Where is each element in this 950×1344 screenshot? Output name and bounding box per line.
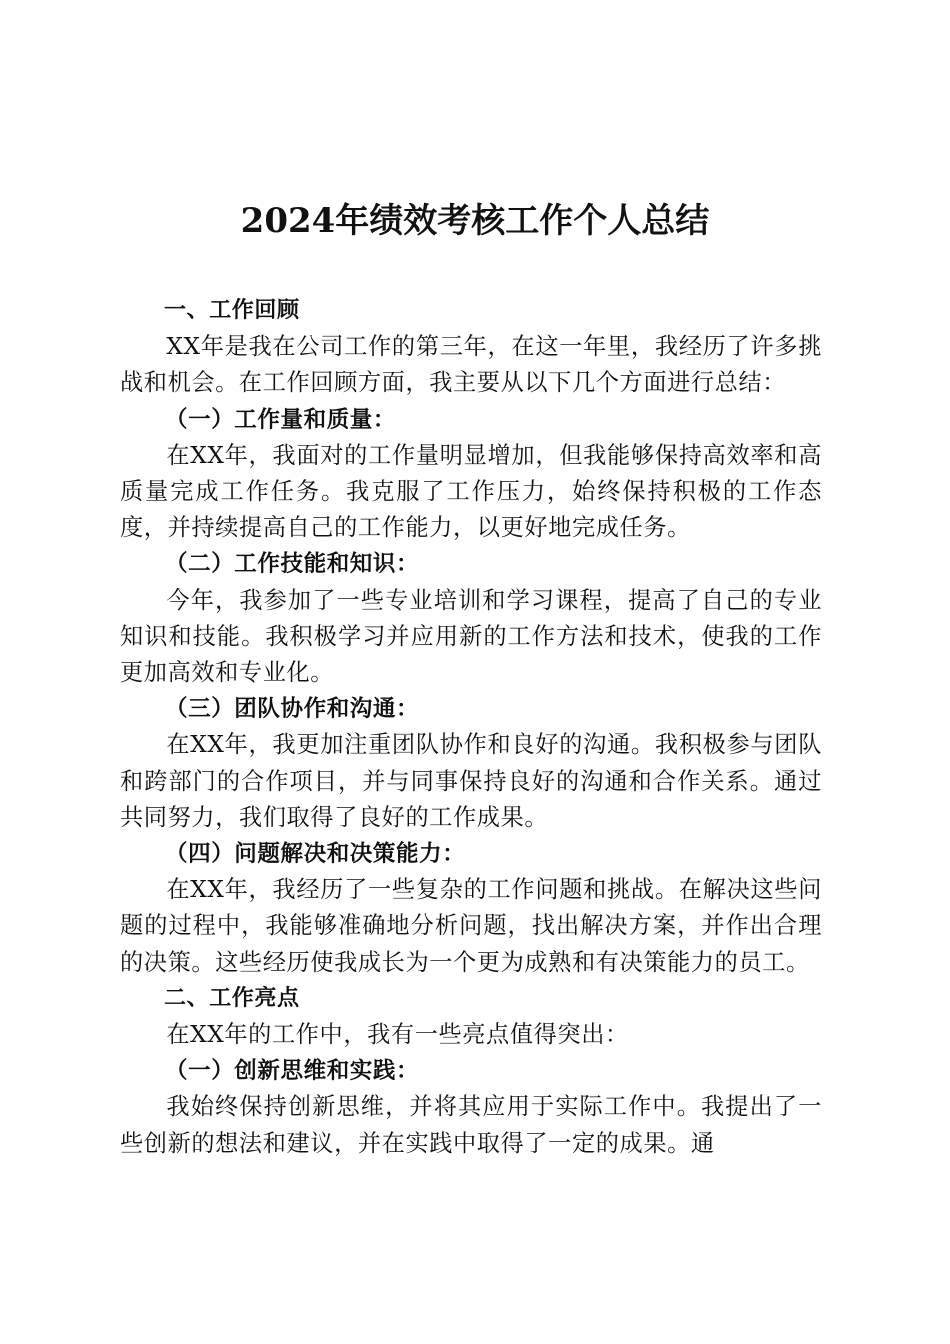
paragraph: 在XX年，我面对的工作量明显增加，但我能够保持高效率和高质量完成工作任务。我克服了工作压力，始终保持积极的工作态度，并持续提高自己的工作能力，以更好地完成任务。 [120,441,822,542]
paragraph: 今年，我参加了一些专业培训和学习课程，提高了自己的专业知识和技能。我积极学习并应用新的工作方法和技术，使我的工作更加高效和专业化。 [120,586,822,687]
paragraph: 在XX年，我经历了一些复杂的工作问题和挑战。在解决这些问题的过程中，我能够准确地分析问题，找出解决方案，并作出合理的决策。这些经历使我成长为一个更为成熟和有决策能力的员工。 [120,876,822,976]
subheading-innovation: （一）创新思维和实践： [165,1058,420,1085]
subheading-teamwork: （三）团队协作和沟通： [165,696,420,723]
subheading-problem-solving: （四）问题解决和决策能力： [165,841,466,868]
document-title: 2024年绩效考核工作个人总结 [240,201,710,241]
section-heading-highlights: 二、工作亮点 [164,985,300,1011]
subheading-workload-quality: （一）工作量和质量： [165,406,397,433]
paragraph: 在XX年的工作中，我有一些亮点值得突出： [166,1021,629,1049]
document-body [120,293,822,1162]
paragraph: 我始终保持创新思维，并将其应用于实际工作中。我提出了一些创新的想法和建议，并在实践中取得了一定的成果。通 [120,1093,822,1157]
subheading-skills-knowledge: （二）工作技能和知识： [165,551,420,578]
section-heading-review: 一、工作回顾 [164,298,300,323]
paragraph: XX年是我在公司工作的第三年，在这一年里，我经历了许多挑战和机会。在工作回顾方面，我主要从以下几个方面进行总结： [120,333,822,397]
paragraph: 在XX年，我更加注重团队协作和良好的沟通。我积极参与团队和跨部门的合作项目，并与同事保持良好的沟通和合作关系。通过共同努力，我们取得了良好的工作成果。 [120,731,822,831]
